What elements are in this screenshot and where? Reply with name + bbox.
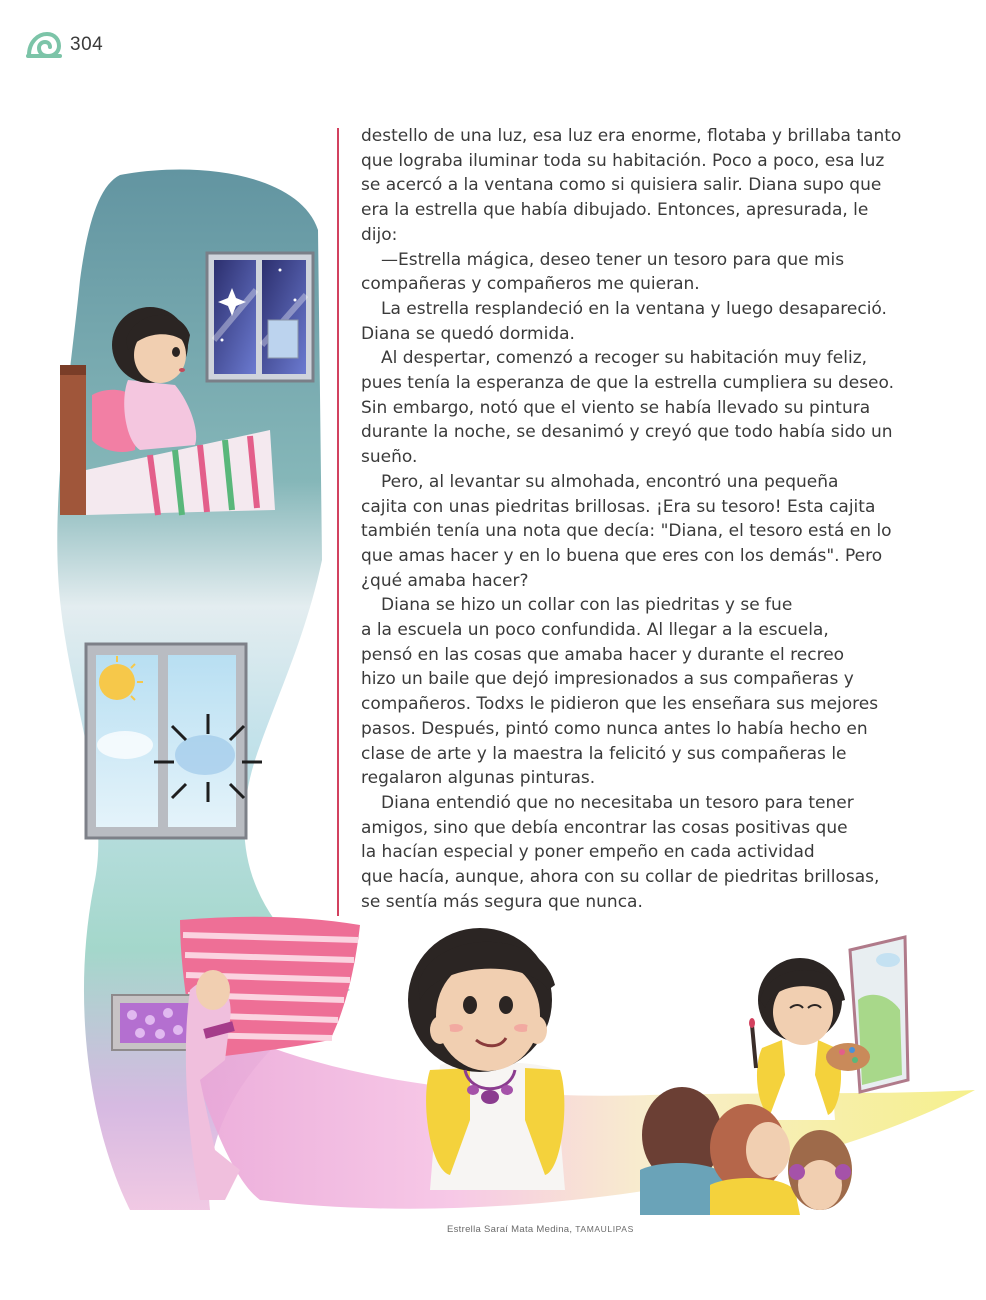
story-line: durante la noche, se desanimó y creyó que todo había sido un	[361, 422, 893, 443]
story-line: Diana entendió que no necesitaba un tesoro para tener	[381, 792, 854, 813]
story-line: a la escuela un poco confundida. Al llegar a la escuela,	[361, 620, 829, 641]
credit-author: Estrella Saraí Mata Medina,	[447, 1224, 576, 1235]
bottom-swoosh	[170, 1000, 975, 1209]
story-line: regalaron algunas pinturas.	[361, 768, 596, 789]
story-line: pues tenía la esperanza de que la estrella cumpliera su deseo.	[361, 373, 895, 394]
day-window	[86, 644, 262, 838]
story-line: hizo un baile que dejó impresionados a sus compañeras y	[361, 669, 854, 690]
story-line: ¿qué amaba hacer?	[361, 570, 529, 591]
story-line: que hacía, aunque, ahora con su collar de piedritas brillosas,	[361, 867, 880, 888]
story-line: La estrella resplandeció en la ventana y luego desapareció.	[381, 298, 887, 319]
story-line: Diana se quedó dormida.	[361, 323, 575, 344]
story-text	[361, 124, 961, 915]
story-line: amigos, sino que debía encontrar las cosas positivas que	[361, 817, 848, 838]
story-line: se sentía más segura que nunca.	[361, 891, 643, 912]
story-line: pensó en las cosas que amaba hacer y durante el recreo	[361, 644, 845, 665]
story-line: cajita con unas piedritas brillosas. ¡Era su tesoro! Esta cajita	[361, 496, 876, 517]
painting-scene	[640, 937, 908, 1215]
story-line: dijo:	[361, 224, 398, 245]
story-line: que amas hacer y en lo buena que eres con los demás". Pero	[361, 545, 883, 566]
story-line: compañeros. Todxs le pidieron que les enseñara sus mejores	[361, 694, 879, 715]
story-line: la hacían especial y poner empeño en cada actividad	[361, 842, 815, 863]
story-line: —Estrella mágica, deseo tener un tesoro para que mis	[381, 249, 845, 270]
story-line: Diana se hizo un collar con las piedritas y se fue	[381, 595, 793, 616]
background-band	[57, 170, 350, 1210]
story-line: pasos. Después, pintó como nunca antes lo había hecho en	[361, 718, 868, 739]
bedroom-scene	[60, 307, 275, 515]
story-line: destello de una luz, esa luz era enorme, flotaba y brillaba tanto	[361, 126, 902, 146]
page-number: 304	[70, 34, 104, 55]
story-line: se acercó a la ventana como si quisiera salir. Diana supo que	[361, 175, 882, 196]
pillow-scene	[112, 917, 360, 1200]
girl-with-necklace	[408, 928, 565, 1190]
story-line: era la estrella que había dibujado. Entonces, apresurada, le	[361, 200, 869, 221]
story-line: también tenía una nota que decía: "Diana, el tesoro está en lo	[361, 521, 892, 542]
page-header	[26, 30, 103, 60]
snail-icon	[26, 30, 62, 60]
story-line: que lograba iluminar toda su habitación. Poco a poco, esa luz	[361, 150, 885, 171]
story-line: clase de arte y la maestra la felicitó y sus compañeras le	[361, 743, 847, 764]
text-divider-line	[337, 128, 339, 916]
credit-state: TAMAULIPAS	[575, 1224, 634, 1234]
illustration-credit	[447, 1224, 634, 1235]
story-line: Pero, al levantar su almohada, encontró una pequeña	[381, 471, 839, 492]
night-window	[207, 253, 313, 381]
story-line: compañeras y compañeros me quieran.	[361, 274, 700, 295]
story-line: Al despertar, comenzó a recoger su habitación muy feliz,	[381, 348, 868, 369]
story-line: sueño.	[361, 447, 418, 468]
story-line: Sin embargo, notó que el viento se había llevado su pintura	[361, 397, 871, 418]
